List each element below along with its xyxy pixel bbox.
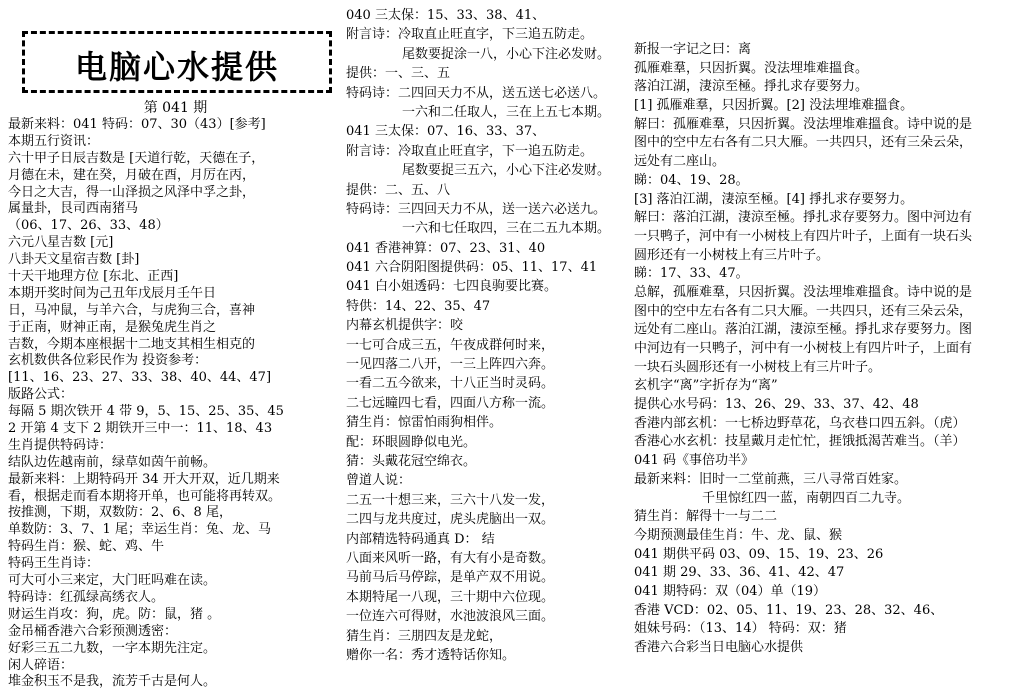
right-column [634, 41, 1016, 658]
text-line: 于正南，财神正南，是猴兔虎生肖之 [8, 319, 217, 335]
text-line: 041 期 29、33、36、41、42、47 [634, 565, 845, 581]
text-line: 版路公式： [8, 387, 74, 403]
text-line: 单数防：3、7、1 尾；幸运生肖：兔、龙、马 [8, 522, 271, 538]
text-line: 八卦天文星宿吉数 [卦] [8, 252, 140, 268]
text-line: 赠你一名：秀才透特话你知。 [346, 647, 516, 663]
text-line: 本期五行资讯： [8, 133, 100, 149]
text-line: 一六和二任取人，三在上五七本期。 [402, 104, 611, 120]
text-line: 闲人碎语： [8, 657, 74, 673]
text-line: 猜生肖：三朋四友是龙蛇， [346, 628, 503, 644]
text-line: 配：环眼圆睁似电光。 [346, 434, 477, 450]
text-line: 孤雁难羣，只因折翼。没法埋堆难搵食。 [634, 60, 869, 76]
text-line: 041 六合阴阳图提供码：05、11、17、41 [346, 260, 598, 276]
text-line: 一六和七任取四，三在二五九本期。 [402, 221, 611, 237]
text-line: 好彩三五二九数，一字本期先注定。 [8, 640, 217, 656]
text-line: 马前马后马停踪，是单产双不用说。 [346, 570, 555, 586]
text-line: 041 三太保：07、16、33、37、 [346, 124, 546, 140]
left-column-text [8, 117, 343, 691]
text-line: 按推测，下期，双数防：2、6、8 尾， [8, 505, 232, 521]
text-line: 远处有二座山。落泊江湖，淒涼至極。掙扎求存要努力。图 [634, 322, 973, 338]
middle-column [346, 6, 628, 665]
text-line: 一块石头圆形还有一小树枝上有三片叶子。 [634, 359, 882, 375]
text-line: 最新来料：上期特码开 34 开大开双，近几期来 [8, 471, 280, 487]
text-line: [3] 落泊江湖，淒涼至極。[4] 掙扎求存要努力。 [634, 191, 914, 207]
text-line: 新报一字记之曰：离 [634, 42, 752, 57]
text-line: 猜生肖：解得十一与二二 [634, 509, 778, 525]
text-line: 二四与龙共度过，虎头虎脑出一双。 [346, 512, 555, 528]
text-line: 一七可合成三五，午夜成群何时来， [346, 337, 555, 353]
text-line: [11、16、23、27、33、38、40、44、47] [8, 370, 272, 386]
text-line: 提供：一、三、五 [346, 66, 451, 82]
text-line: 姐妹号码：（13、14） 特码：双：猪 [634, 621, 847, 637]
text-line: 八面来风听一路，有大有小是奇数。 [346, 550, 555, 566]
text-line: 041 白小姐透码：七四良驹要比赛。 [346, 279, 557, 295]
text-line: 附言诗：冷取直止旺直字，下三追五防走。 [346, 27, 594, 43]
text-line: 特码王生肖诗： [8, 556, 100, 572]
text-line: 特码生肖：猴、蛇、鸡、牛 [8, 539, 165, 555]
text-line: 尾数要捉涂一八，小心下注必发财。 [402, 46, 611, 62]
text-line: 图中的空中左右各有二只大雁。一共四只，还有三朵云朵， [634, 135, 973, 151]
middle-column-text [346, 6, 628, 665]
text-line: 一位连六可得财，水池波浪风三面。 [346, 609, 555, 625]
title-box [22, 31, 332, 93]
text-line: 041 期特码：双（04）单（19） [634, 583, 827, 599]
text-line: 一看二五今欲来，十八正当时灵码。 [346, 376, 555, 392]
text-line: 内幕玄机提供字：咬 [346, 318, 464, 334]
text-line: 中河边有一只鸭子，河中有一小树枝上有四片叶子，上面有 [634, 341, 973, 356]
text-line: 特码诗：二四回天力不从，送五送七必送八。 [346, 85, 607, 101]
text-line: 六十甲子日辰吉数是 [天道行乾，天德在子， [8, 150, 265, 166]
text-line: 吉数，今期本座根据十二地支其相生相克的 [8, 336, 256, 352]
text-line: （06、17、26、33、48） [8, 218, 169, 234]
text-line: 041 期供平码 03、09、15、19、23、26 [634, 546, 884, 562]
text-line: 十天干地理方位 [东北、正西] [8, 269, 179, 285]
text-line: 月德在未，建在癸，月破在酉，月厉在丙， [8, 167, 256, 183]
text-line: 一只鸭子，河中有一小树枝上有四片叶子，上面有一块石头 [634, 228, 973, 244]
text-line: 生肖提供特码诗： [8, 437, 113, 453]
text-line: 040 三太保：15、33、38、41、 [346, 8, 546, 23]
text-line: 041 香港神算：07、23、31、40 [346, 240, 546, 256]
text-line: 千里惊红四一蓝，南朝四百二九寺。 [702, 490, 911, 506]
text-line: 远处有二座山。 [634, 154, 726, 170]
text-line: 金吊桶香港六合彩预测透密： [8, 623, 178, 639]
text-line: 玄机数供各位彩民作为 投资参考： [8, 353, 208, 369]
text-line: 特码诗：三四回天力不从，送一送六必送九。 [346, 201, 607, 217]
text-line: 今期预测最佳生肖：牛、龙、鼠、猴 [634, 527, 843, 543]
text-line: 香港 VCD：02、05、11、19、23、28、32、46、 [634, 602, 944, 618]
text-line: 日，马冲鼠，与羊六合，与虎狗三合，喜神 [8, 302, 256, 318]
issue-number: 第 041 期 [143, 100, 208, 116]
text-line: 二五一十想三来，三六十八发一发， [346, 492, 555, 508]
text-line: 本期开奖时间为己丑年戊辰月壬午日 [8, 285, 217, 301]
text-line: 总解，孤雁难羣，只因折翼。没法埋堆难搵食。诗中说的是 [634, 284, 973, 300]
text-line: 今日之大吉，得一山泽损之风泽中孚之卦， [8, 184, 256, 200]
text-line: 睇：17、33、47。 [634, 266, 749, 282]
text-line: 玄机字“离”字折存为“离” [634, 378, 778, 394]
text-line: 特码诗：红孤绿高绣衣人。 [8, 589, 165, 605]
text-line: 曾道人说： [346, 473, 412, 489]
text-line: 图中的空中左右各有二只大雁。一共四只，还有三朵云朵， [634, 303, 973, 319]
text-line: 本期特尾一八现，三十期中六位现。 [346, 589, 555, 605]
text-line: 提供心水号码：13、26、29、33、37、42、48 [634, 397, 919, 413]
page-title: 电脑心水提供 [74, 48, 279, 86]
text-line: 解曰：孤雁难羣，只因折翼。没法埋堆难搵食。诗中说的是 [634, 116, 973, 132]
text-line: 堆金积玉不是我，流芳千古是何人。 [8, 674, 217, 690]
text-line: [1] 孤雁难羣，只因折翼。[2] 没法埋堆难搵食。 [634, 98, 914, 114]
left-column [8, 0, 343, 691]
text-line: 香港六合彩当日电脑心水提供 [634, 640, 804, 655]
text-line: 041 码《事倍功半》 [634, 453, 754, 469]
text-line: 2 开第 4 支下 2 期铁开三中一：11、18、43 [8, 421, 273, 437]
text-line: 尾数要捉三五六，小心下注必发财。 [402, 163, 611, 179]
text-line: 每隔 5 期次铁开 4 带 9，5、15、25、35、45 [8, 404, 284, 420]
text-line: 猜：头戴花冠空绵衣。 [346, 453, 477, 469]
text-line: 解曰：落泊江湖，淒涼至極。掙扎求存要努力。图中河边有 [634, 210, 973, 226]
text-line: 猜生肖：惊雷怕雨狗相伴。 [346, 415, 503, 431]
text-line: 提供：二、五、八 [346, 182, 451, 198]
text-line: 最新来料：041 特码：07、30（43）[参考] [8, 117, 266, 132]
text-line: 六元八星吉数 [元] [8, 235, 114, 251]
text-line: 落泊江湖，淒涼至極。掙扎求存要努力。 [634, 79, 869, 95]
text-line: 看，根据走而看本期将开单，也可能将再转双。 [8, 488, 282, 504]
text-line: 睇：04、19、28。 [634, 172, 749, 188]
text-line: 最新来料：旧时一二堂前燕，三八寻常百姓家。 [634, 471, 908, 487]
text-line: 附言诗：冷取直止旺直字，下一追五防走。 [346, 143, 594, 159]
text-line: 可大可小三来定，大门旺吗难在读。 [8, 573, 217, 589]
text-line: 结队边佐越南前，绿草如茵午前畅。 [8, 454, 217, 470]
text-line: 一见四落二八开，一三上阵四六奔。 [346, 357, 555, 373]
text-line: 二七远瞳四七看，四面八方称一流。 [346, 395, 555, 411]
right-column-text [634, 41, 1016, 658]
text-line: 内部精选特码通真 D： 结 [346, 531, 495, 547]
text-line: 香港内部玄机：一七桥边野草花，乌衣巷口四五斜。（虎） [634, 415, 966, 431]
text-line: 香港心水玄机：技星戴月走忙忙，捱饿抵渴苦难当。（羊） [634, 434, 966, 450]
text-line: 属量卦，艮司西南猪马 [8, 201, 139, 217]
text-line: 财运生肖攻：狗，虎。防：鼠，猪 。 [8, 606, 221, 622]
text-line: 特供：14、22、35、47 [346, 298, 491, 314]
text-line: 圆形还有一小树枝上有三片叶子。 [634, 247, 830, 263]
